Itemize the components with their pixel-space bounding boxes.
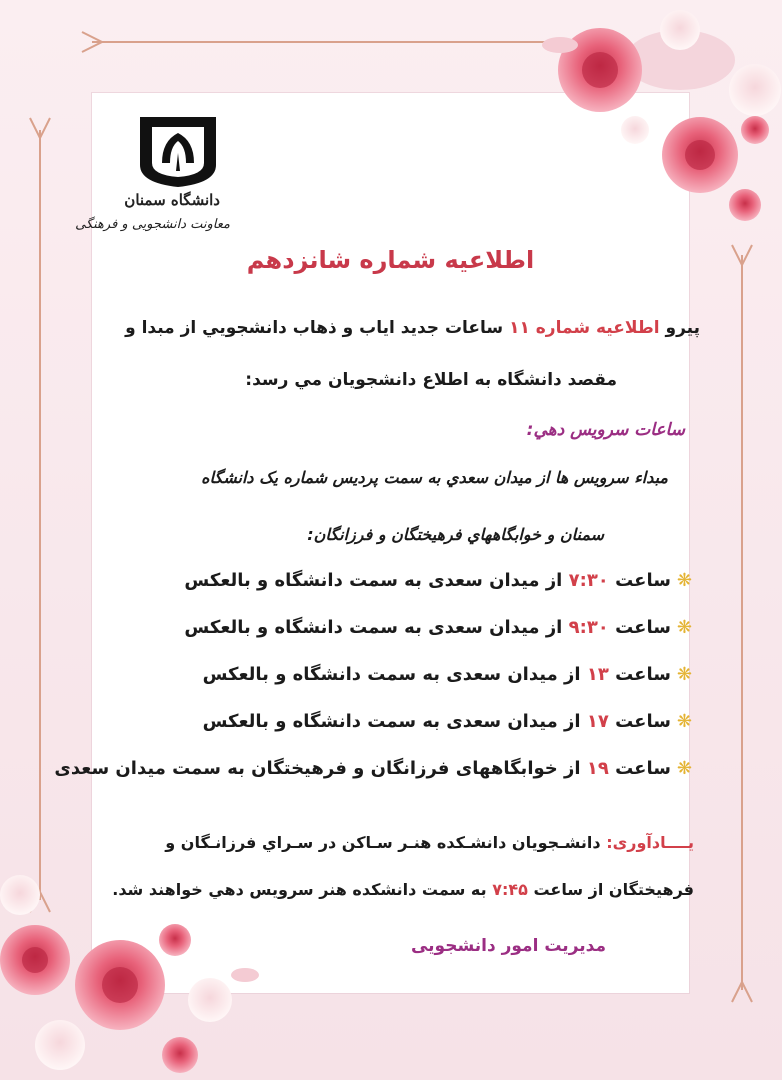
reminder-line-2 <box>112 880 694 899</box>
bullet-icon: ❋ <box>676 711 692 732</box>
schedule-time: ۹:۳۰ <box>568 617 609 638</box>
bullet-icon: ❋ <box>676 664 692 685</box>
schedule-label: ساعت <box>615 758 671 779</box>
schedule-item <box>184 617 692 638</box>
schedule-text: از میدان سعدی به سمت دانشگاه و بالعکس <box>184 570 563 591</box>
schedule-label: ساعت <box>615 617 671 638</box>
intro-line-2: مقصد دانشگاه به اطلاع دانشجویان مي رسد: <box>245 370 617 390</box>
service-heading: ساعات سرویس دهي: <box>526 420 685 440</box>
reminder-text: دانشـجویان دانشـکده هنـر سـاکن در سـراي فرزانـگان و <box>165 833 601 852</box>
schedule-label: ساعت <box>615 570 671 591</box>
schedule-time: ۱۷ <box>586 711 609 732</box>
reminder-line-1 <box>165 833 694 852</box>
university-logo <box>75 113 258 253</box>
bullet-icon: ❋ <box>676 617 692 638</box>
schedule-time: ۱۹ <box>586 758 609 779</box>
intro-post: ساعات جدید ایاب و ذهاب دانشجویي از مبدا و <box>125 318 504 338</box>
schedule-label: ساعت <box>615 711 671 732</box>
signature: مدیریت امور دانشجویی <box>410 936 606 956</box>
reminder-text-post: به سمت دانشکده هنر سرویس دهي خواهند شد. <box>112 880 487 899</box>
origin-line-2: سمنان و خوابگاههاي فرهیختگان و فرزانگان: <box>307 525 604 544</box>
university-emblem-icon <box>138 113 218 188</box>
logo-university-name: دانشگاه سمنان <box>124 191 220 209</box>
schedule-time: ۷:۳۰ <box>568 570 609 591</box>
intro-pre: پیرو <box>665 318 700 338</box>
reminder-text-pre: فرهیختگان از ساعت <box>533 880 694 899</box>
logo-department-name: معاونت دانشجویی و فرهنگی <box>75 217 230 232</box>
reminder-time: ۷:۴۵ <box>492 880 528 899</box>
bullet-icon: ❋ <box>676 570 692 591</box>
schedule-text: از میدان سعدی به سمت دانشگاه و بالعکس <box>202 664 581 685</box>
schedule-item <box>184 570 692 591</box>
schedule-item <box>54 758 692 779</box>
schedule-text: از میدان سعدی به سمت دانشگاه و بالعکس <box>184 617 563 638</box>
pink-rose-bouquet-icon <box>542 10 781 221</box>
intro-reference-number: ۱۱ <box>509 318 530 338</box>
schedule-text: از میدان سعدی به سمت دانشگاه و بالعکس <box>202 711 581 732</box>
bullet-icon: ❋ <box>676 758 692 779</box>
origin-line-1: مبداء سرویس ها از میدان سعدي به سمت پردیس شماره یک دانشگاه <box>201 468 668 487</box>
reminder-label: یــــادآوری: <box>606 833 694 852</box>
schedule-time: ۱۳ <box>586 664 609 685</box>
schedule-item <box>203 664 692 685</box>
notice-title: اطلاعیه شماره شانزدهم <box>246 246 535 274</box>
pink-rose-bouquet-icon <box>0 875 259 1073</box>
schedule-item <box>203 711 692 732</box>
intro-reference: اطلاعیه شماره <box>535 318 660 338</box>
intro-line-1 <box>125 318 700 338</box>
schedule-text: از خوابگاههای فرزانگان و فرهیختگان به سمت میدان سعدی <box>54 758 581 779</box>
schedule-label: ساعت <box>615 664 671 685</box>
